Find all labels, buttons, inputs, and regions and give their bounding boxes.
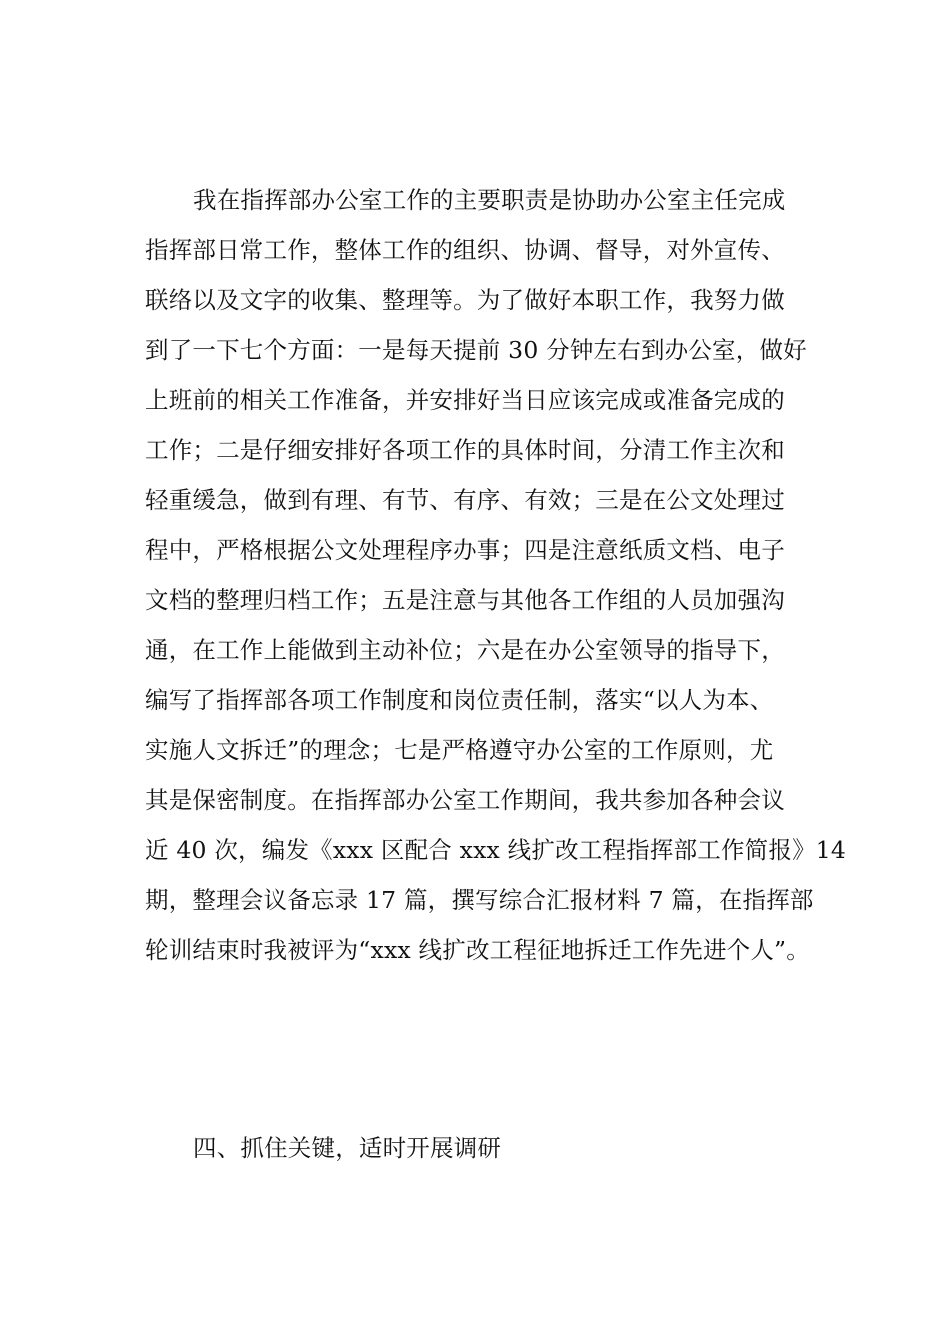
section-heading: 四、抓住关键，适时开展调研 (193, 1134, 502, 1162)
paragraph-line-11: 编写了指挥部各项工作制度和岗位责任制，落实“以人为本、 (145, 686, 774, 714)
paragraph-line-15: 期，整理会议备忘录 17 篇，撰写综合汇报材料 7 篇，在指挥部 (145, 886, 814, 914)
paragraph-line-7: 轻重缓急，做到有理、有节、有序、有效；三是在公文处理过 (145, 486, 785, 514)
paragraph-line-5: 上班前的相关工作准备，并安排好当日应该完成或准备完成的 (145, 386, 785, 414)
paragraph-line-10: 通，在工作上能做到主动补位；六是在办公室领导的指导下， (145, 636, 785, 664)
paragraph-line-16: 轮训结束时我被评为“xxx 线扩改工程征地拆迁工作先进个人”。 (145, 936, 810, 964)
paragraph-line-3: 联络以及文字的收集、整理等。为了做好本职工作，我努力做 (145, 286, 785, 314)
paragraph-line-13: 其是保密制度。在指挥部办公室工作期间，我共参加各种会议 (145, 786, 785, 814)
paragraph-line-9: 文档的整理归档工作；五是注意与其他各工作组的人员加强沟 (145, 586, 785, 614)
paragraph-line-4: 到了一下七个方面：一是每天提前 30 分钟左右到办公室，做好 (145, 336, 807, 364)
paragraph-line-14: 近 40 次，编发《xxx 区配合 xxx 线扩改工程指挥部工作简报》14 (145, 836, 847, 864)
paragraph-line-8: 程中，严格根据公文处理程序办事；四是注意纸质文档、电子 (145, 536, 785, 564)
paragraph-line-1: 我在指挥部办公室工作的主要职责是协助办公室主任完成 (193, 186, 786, 214)
paragraph-line-12: 实施人文拆迁”的理念；七是严格遵守办公室的工作原则，尤 (145, 736, 774, 764)
paragraph-line-6: 工作；二是仔细安排好各项工作的具体时间，分清工作主次和 (145, 436, 785, 464)
paragraph-line-2: 指挥部日常工作，整体工作的组织、协调、督导，对外宣传、 (145, 236, 785, 264)
